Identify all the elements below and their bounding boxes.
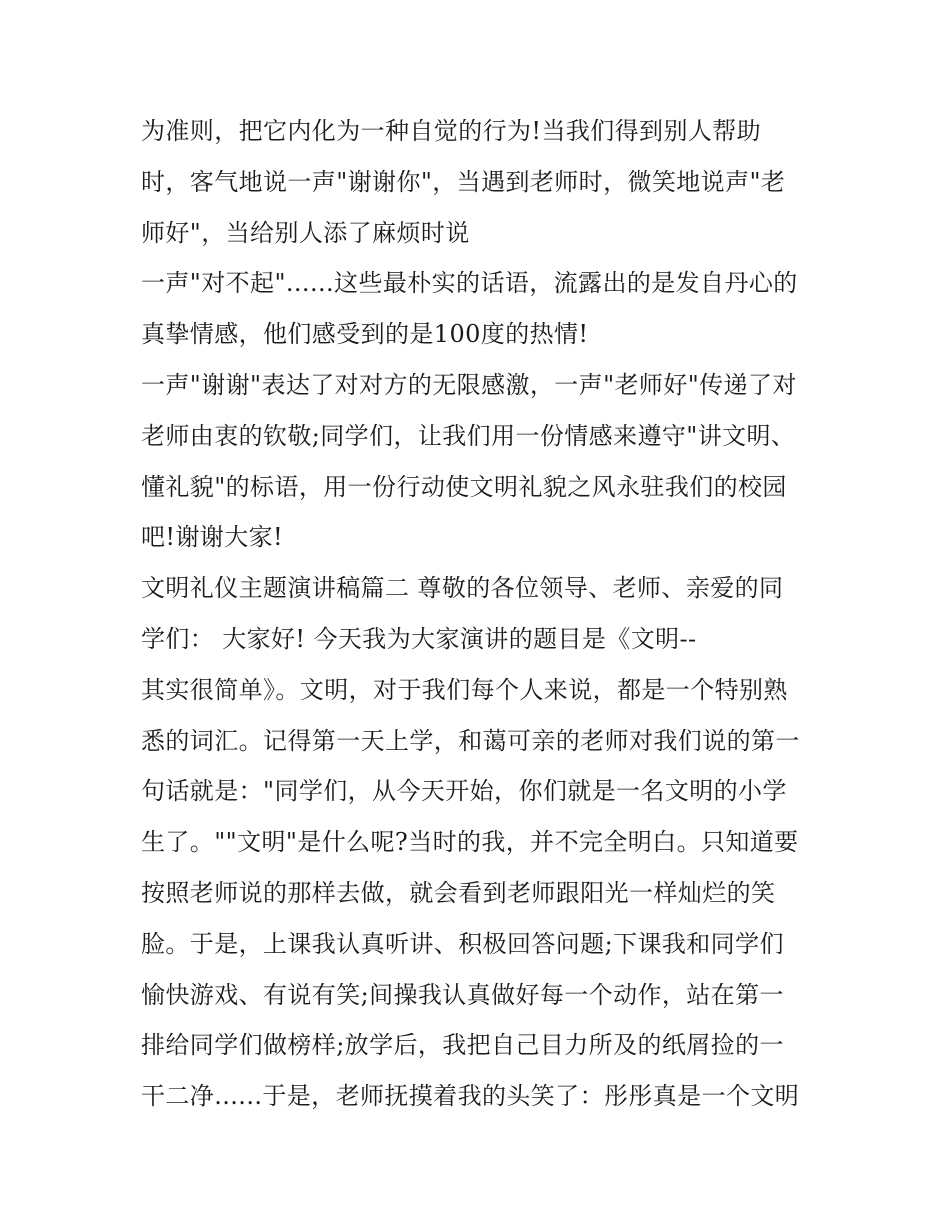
text-line: 吧!谢谢大家! <box>141 523 284 552</box>
section-heading-line: 文明礼仪主题演讲稿篇二 尊敬的各位领导、老师、亲爱的同 <box>141 574 784 603</box>
text-line: 一声"谢谢"表达了对对方的无限感激，一声"老师好"传递了对 <box>141 370 797 399</box>
text-line: 脸。于是，上课我认真听讲、积极回答问题;下课我和同学们 <box>141 929 784 958</box>
text-line: 时，客气地说一声"谢谢你"，当遇到老师时，微笑地说声"老 <box>141 167 786 196</box>
text-line: 句话就是："同学们，从今天开始，你们就是一名文明的小学 <box>141 777 787 806</box>
text-line: 老师由衷的钦敬;同学们，让我们用一份情感来遵守"讲文明、 <box>141 421 796 450</box>
text-line: 真挚情感，他们感受到的是100度的热情! <box>141 320 589 349</box>
text-line: 学们： 大家好! 今天我为大家演讲的题目是《文明-- <box>141 624 697 653</box>
text-line: 生了。""文明"是什么呢?当时的我，并不完全明白。只知道要 <box>141 828 799 857</box>
text-line: 按照老师说的那样去做，就会看到老师跟阳光一样灿烂的笑 <box>141 878 776 907</box>
text-line: 一声"对不起"......这些最朴实的话语，流露出的是发自丹心的 <box>141 269 798 298</box>
body-text <box>141 106 821 1122</box>
text-line: 愉快游戏、有说有笑;间操我认真做好每一个动作，站在第一 <box>141 980 784 1009</box>
text-line: 为准则，把它内化为一种自觉的行为!当我们得到别人帮助 <box>141 117 762 145</box>
text-line: 干二净......于是，老师抚摸着我的头笑了：彤彤真是一个文明 <box>141 1082 800 1111</box>
text-line: 悉的词汇。记得第一天上学，和蔼可亲的老师对我们说的第一 <box>141 726 800 755</box>
text-line: 懂礼貌"的标语，用一份行动使文明礼貌之风永驻我们的校园 <box>141 472 787 501</box>
text-line: 其实很简单》。文明，对于我们每个人来说，都是一个特别熟 <box>141 675 788 704</box>
text-line: 师好"，当给别人添了麻烦时说 <box>141 218 470 247</box>
text-line: 排给同学们做榜样;放学后，我把自己目力所及的纸屑捡的一 <box>141 1031 784 1060</box>
